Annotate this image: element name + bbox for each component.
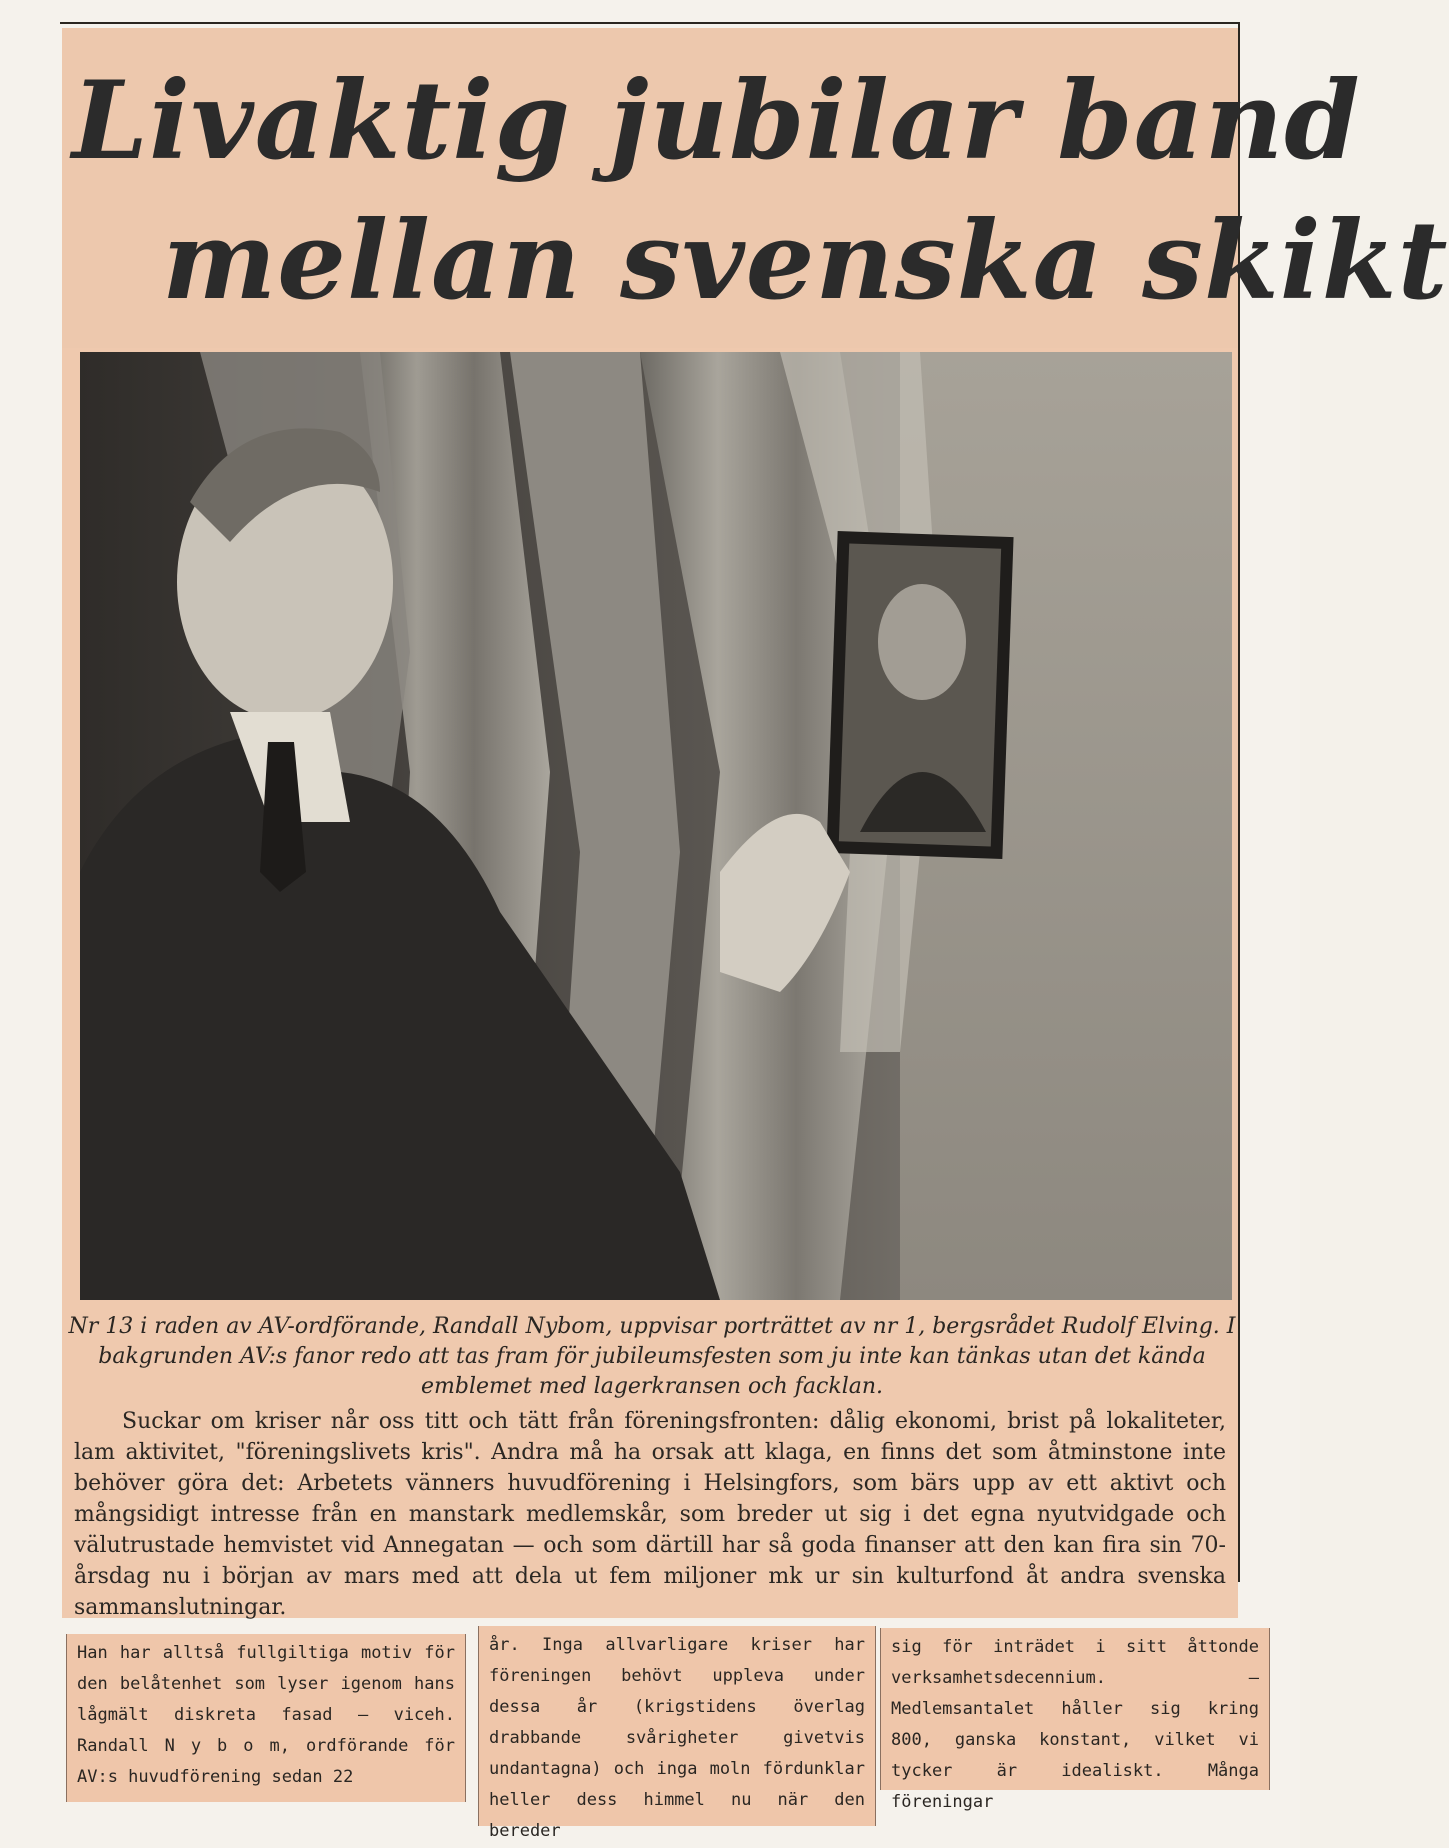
- top-rule: [60, 22, 1240, 24]
- lead-paragraph: Suckar om kriser når oss titt och tätt från föreningsfronten: dålig ekonomi, brist på lokaliteter, lam aktivitet, "föreningslivets kris". Andra må ha orsak att klaga, en finns det som åtminstone inte behöver göra det: Arbetets vänners huvudförening i Helsingfors, som bärs upp av ett aktivt och mångsidigt intresse från en manstark medlemskår, som breder ut sig i det egna nyutvidgade och välutrustade hemvistet vid Annegatan — och som därtill har så goda finanser att den kan fira sin 70-årsdag nu i början av mars med att dela ut fem miljoner mk ur sin kulturfond åt andra svenska sammanslutningar.: [74, 1409, 1226, 1620]
- photo-caption: Nr 13 i raden av AV-ordförande, Randall Nybom, uppvisar porträttet av nr 1, bergsrådet Rudolf Elving. I bakgrunden AV:s fanor redo att tas fram för jubileumsfesten som ju inte kan tänkas utan det kända emblemet med lagerkransen och facklan.: [68, 1314, 1236, 1399]
- article-column-1: Han har alltså fullgiltiga motiv för den belåtenhet som lyser igenom hans lågmält diskreta fasad — viceh. Randall N y b o m, ordförande för AV:s huvudförening sedan 22: [66, 1634, 466, 1802]
- article-column-2: år. Inga allvarligare kriser har föreningen behövt uppleva under dessa år (krigstidens överlag drabbande svårigheter givetvis undantagna) och inga moln fördunklar heller dess himmel nu när den bereder: [478, 1626, 876, 1826]
- article-column-3: sig för inträdet i sitt åttonde verksamhetsdecennium. — Medlemsantalet håller sig kring 800, ganska konstant, vilket vi tycker är idealiskt. Många föreningar: [880, 1628, 1270, 1790]
- headline-line-2: mellan svenska skikt: [162, 198, 1449, 324]
- news-photo: [80, 352, 1232, 1300]
- headline-block: [62, 28, 1449, 348]
- headline-line-1: Livaktig jubilar band: [72, 58, 1361, 184]
- newspaper-clipping: [62, 28, 1449, 1620]
- photo-illustration: [80, 352, 1232, 1300]
